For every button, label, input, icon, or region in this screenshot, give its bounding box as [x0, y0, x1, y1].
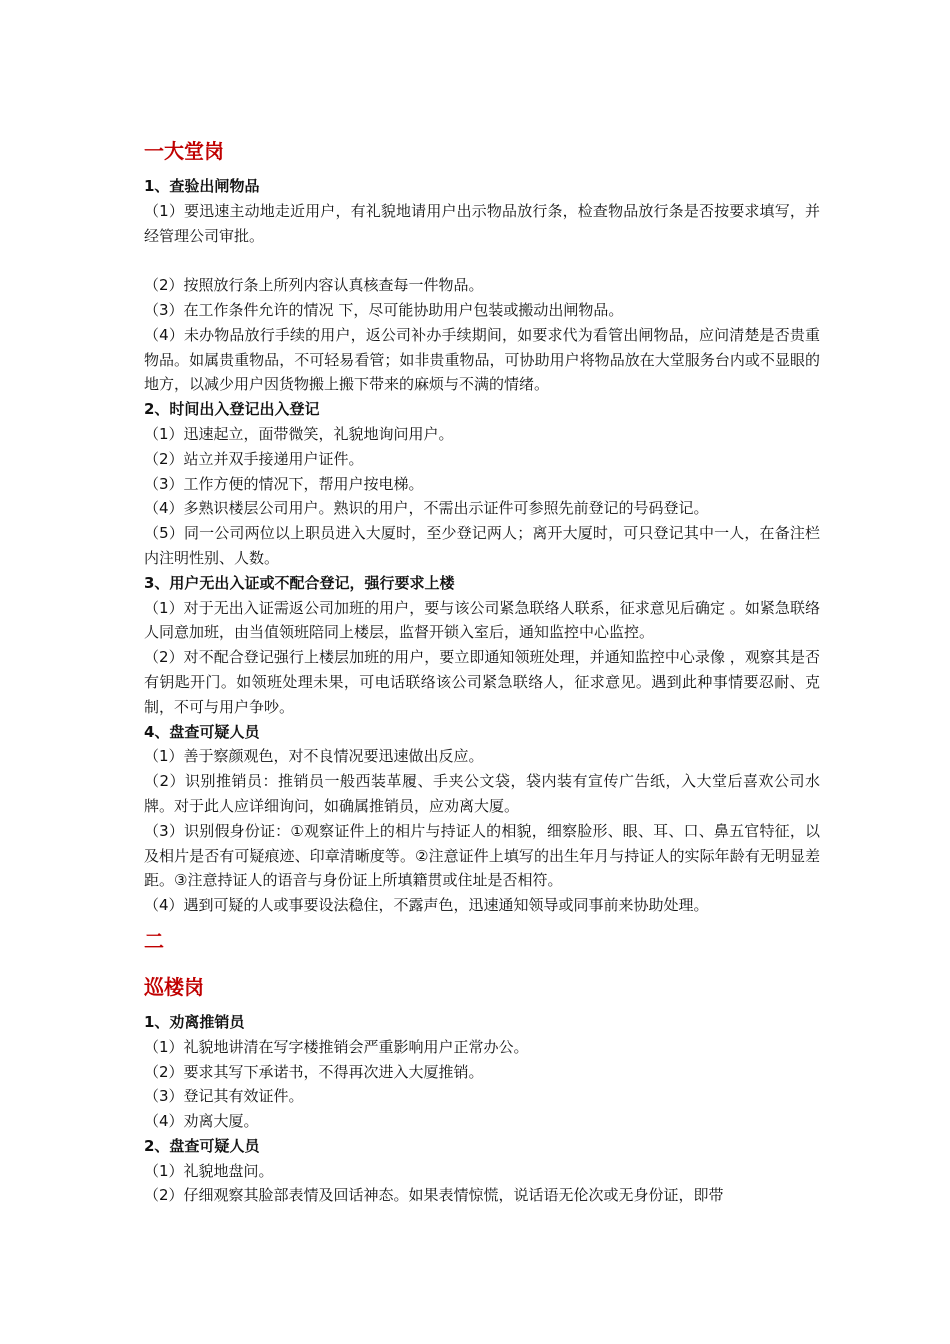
paragraph: （5）同一公司两位以上职员进入大厦时，至少登记两人；离开大厦时，可只登记其中一人，在备注栏内注明性别、人数。 [144, 524, 820, 567]
paragraph: （4）未办物品放行手续的用户，返公司补办手续期间，如要求代为看管出闸物品，应问清楚是否贵重物品。如属贵重物品，不可轻易看管；如非贵重物品，可协助用户将物品放在大堂服务台内或不显眼的地方，以减少用户因货物搬上搬下带来的麻烦与不满的情绪。 [144, 325, 820, 394]
paragraph: （4）多熟识楼层公司用户。熟识的用户，不需出示证件可参照先前登记的号码登记。 [144, 499, 709, 518]
subsection-title: 4、盘查可疑人员 [144, 722, 260, 741]
paragraph: （3）登记其有效证件。 [144, 1087, 304, 1106]
paragraph: （2）识别推销员：推销员一般西装革履、手夹公文袋，袋内装有宣传广告纸，入大堂后喜欢公司水牌。对于此人应详细询问，如确属推销员，应劝离大厦。 [144, 772, 820, 815]
section-title-lobby: 一大堂岗 [144, 139, 224, 163]
paragraph: （1）要迅速主动地走近用户，有礼貌地请用户出示物品放行条，检查物品放行条是否按要求填写，并经管理公司审批。 [144, 201, 820, 245]
subsection-title: 2、时间出入登记出入登记 [144, 400, 320, 419]
paragraph: （4）劝离大厦。 [144, 1112, 259, 1131]
subsection-title: 3、用户无出入证或不配合登记，强行要求上楼 [144, 573, 455, 592]
paragraph: （1）迅速起立，面带微笑，礼貌地询问用户。 [144, 424, 454, 443]
paragraph: （2）站立并双手接递用户证件。 [144, 449, 364, 468]
paragraph: （1）礼貌地盘问。 [144, 1161, 274, 1180]
paragraph: （4）遇到可疑的人或事要设法稳住，不露声色，迅速通知领导或同事前来协助处理。 [144, 896, 709, 915]
paragraph: （3）识别假身份证：①观察证件上的相片与持证人的相貌，细察脸形、眼、耳、口、鼻五官特征，以及相片是否有可疑痕迹、印章清晰度等。②注意证件上填写的出生年月与持证人的实际年龄有无明显差距。③注意持证人的语音与身份证上所填籍贯或住址是否相符。 [144, 821, 820, 890]
paragraph: （2）按照放行条上所列内容认真核查每一件物品。 [144, 276, 484, 295]
section-number-two: 二 [144, 928, 164, 953]
subsection-title: 1、查验出闸物品 [144, 177, 260, 195]
paragraph: （2）要求其写下承诺书，不得再次进入大厦推销。 [144, 1062, 484, 1081]
subsection-title: 2、盘查可疑人员 [144, 1136, 260, 1155]
paragraph: （3）工作方便的情况下，帮用户按电梯。 [144, 474, 424, 493]
paragraph: （1）善于察颜观色，对不良情况要迅速做出反应。 [144, 747, 484, 766]
paragraph: （2）仔细观察其脸部表情及回话神态。如果表情惊慌，说话语无伦次或无身份证，即带 [144, 1186, 724, 1205]
paragraph: （1）对于无出入证需返公司加班的用户，要与该公司紧急联络人联系，征求意见后确定 。如紧急联络人同意加班，由当值领班陪同上楼层，监督开锁入室后，通知监控中心监控。 [144, 598, 820, 642]
subsection-title: 1、劝离推销员 [144, 1012, 245, 1031]
paragraph: （3）在工作条件允许的情况 下，尽可能协助用户包装或搬动出闸物品。 [144, 300, 624, 319]
document-page [144, 136, 820, 1208]
paragraph: （2）对不配合登记强行上楼层加班的用户，要立即通知领班处理，并通知监控中心录像 ，观察其是否有钥匙开门。如领班处理未果，可电话联络该公司紧急联络人，征求意见。遇到此种事情要忍耐、克制，不可与用户争吵。 [144, 648, 820, 716]
section-title-patrol: 巡楼岗 [144, 974, 204, 999]
paragraph: （1）礼貌地讲清在写字楼推销会严重影响用户正常办公。 [144, 1037, 529, 1056]
